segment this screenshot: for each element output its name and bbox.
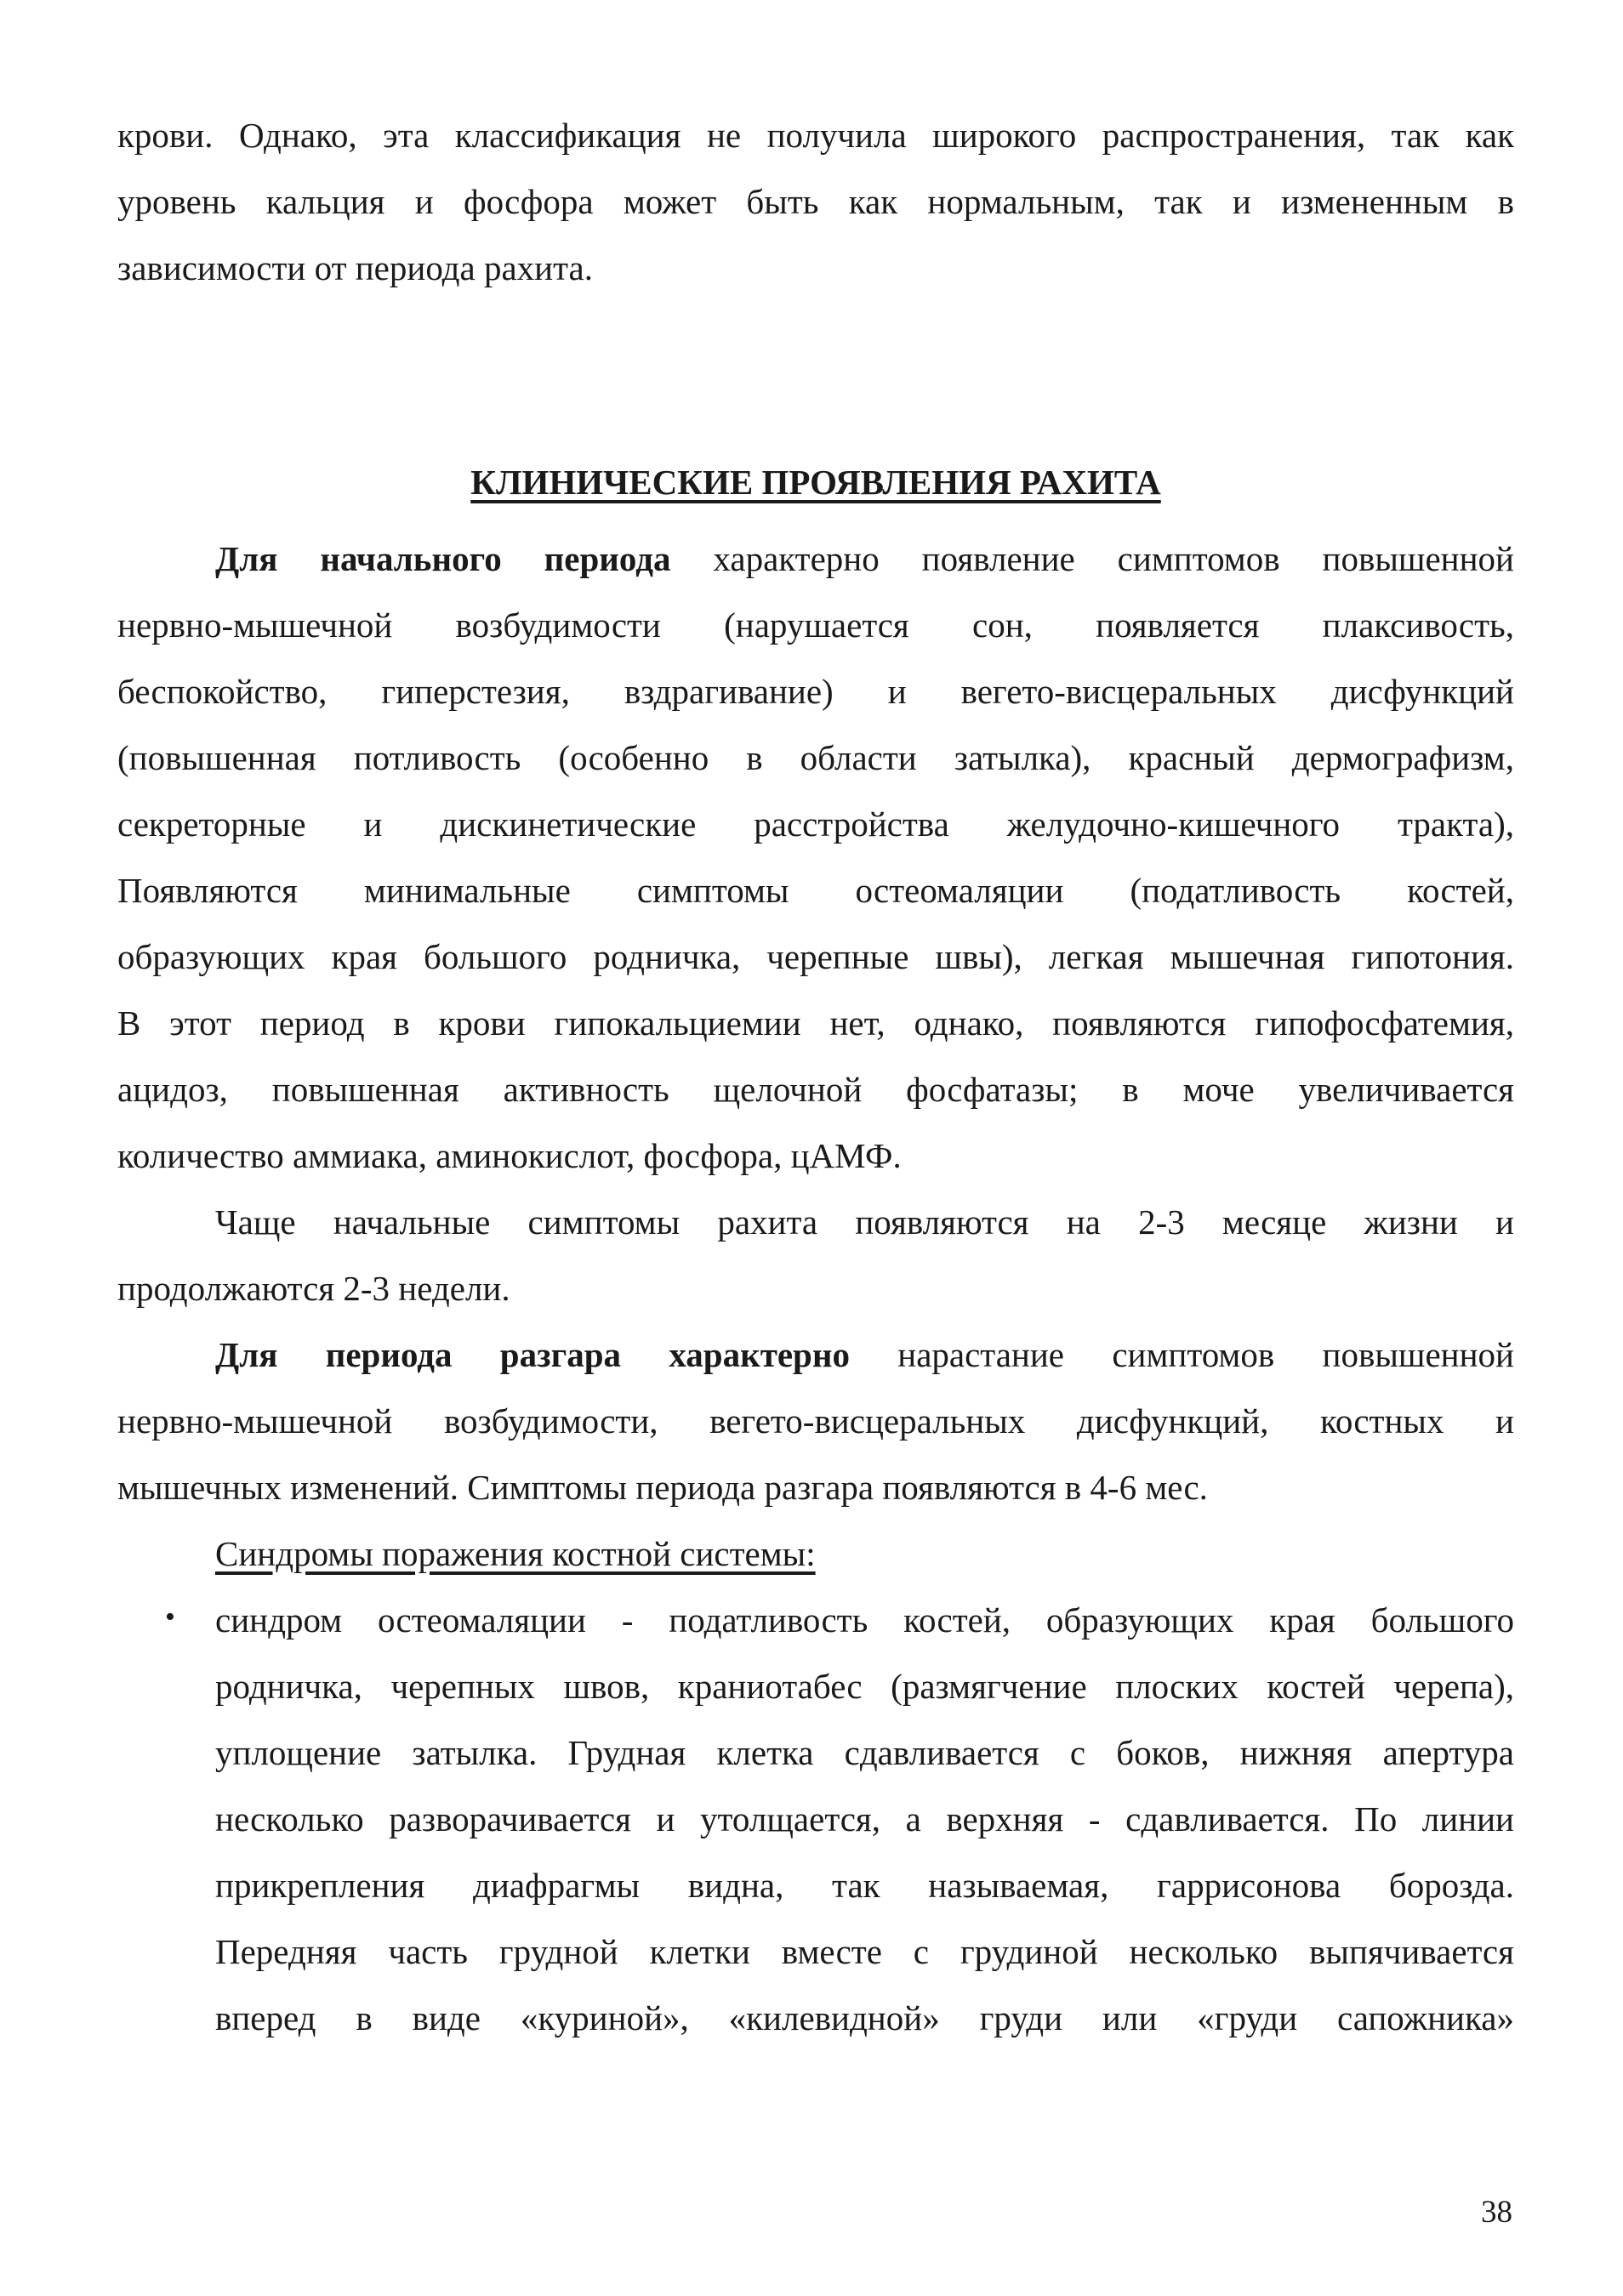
- text-line: уплощение затылка. Грудная клетка сдавливается с боков, нижняя апертура: [215, 1733, 1514, 1772]
- text-line: ацидоз, повышенная активность щелочной фосфатазы; в моче увеличивается: [117, 1070, 1514, 1109]
- text-line: нервно-мышечной возбудимости, вегето-висцеральных дисфункций, костных и: [117, 1401, 1514, 1441]
- page-number: 38: [1481, 2195, 1512, 2230]
- intro-paragraph: [117, 102, 1514, 301]
- paragraph-onset: [117, 1189, 1514, 1321]
- text-line: [117, 1520, 1514, 1587]
- text-line: прикрепления диафрагмы видна, так называемая, гаррисонова борозда.: [215, 1866, 1514, 1905]
- text-line: нервно-мышечной возбудимости (нарушается сон, появляется плаксивость,: [117, 605, 1514, 645]
- text-line: секреторные и дискинетические расстройства желудочно-кишечного тракта),: [117, 804, 1514, 844]
- text-line: Появляются минимальные симптомы остеомаляции (податливость костей,: [117, 871, 1514, 910]
- text-span: характерно появление симптомов повышенной: [670, 539, 1514, 578]
- underlined-subheading: Синдромы поражения костной системы:: [215, 1534, 816, 1573]
- text-line: крови. Однако, эта классификация не получила широкого распространения, так как: [117, 116, 1514, 155]
- text-line: продолжаются 2-3 недели.: [117, 1269, 510, 1308]
- text-line: [117, 1321, 1514, 1388]
- text-line: вперед в виде «куриной», «килевидной» груди или «груди сапожника»: [215, 1998, 1514, 2037]
- bold-lead: Для начального периода: [215, 539, 671, 578]
- paragraph-peak-period: [117, 1321, 1514, 1520]
- text-line: образующих края большого родничка, черепные швы), легкая мышечная гипотония.: [117, 937, 1514, 976]
- text-line: беспокойство, гиперстезия, вздрагивание) и вегето-висцеральных дисфункций: [117, 672, 1514, 711]
- text-line: несколько разворачивается и утолщается, а верхняя - сдавливается. По линии: [215, 1799, 1514, 1839]
- text-line: В этот период в крови гипокальциемии нет, однако, появляются гипофосфатемия,: [117, 1003, 1514, 1043]
- text-line: (повышенная потливость (особенно в области затылка), красный дермографизм,: [117, 738, 1514, 777]
- subheading-bone-syndromes: [117, 1520, 1514, 1587]
- text-line: количество аммиака, аминокислот, фосфора, цАМФ.: [117, 1136, 902, 1175]
- bullet-icon: •: [165, 1601, 175, 1633]
- text-line: зависимости от периода рахита.: [117, 248, 593, 287]
- section-heading: КЛИНИЧЕСКИЕ ПРОЯВЛЕНИЯ РАХИТА: [470, 463, 1161, 502]
- text-span: нарастание симптомов повышенной: [849, 1335, 1514, 1374]
- bullet-list: [117, 1587, 1514, 2051]
- paragraph-initial-period: [117, 526, 1514, 1189]
- text-line: уровень кальция и фосфора может быть как нормальным, так и измененным в: [117, 182, 1514, 221]
- bold-lead: Для периода разгара характерно: [215, 1335, 850, 1374]
- text-line: Передняя часть грудной клетки вместе с грудиной несколько выпячивается: [215, 1932, 1514, 1971]
- text-line: Чаще начальные симптомы рахита появляются на 2-3 месяце жизни и: [215, 1202, 1514, 1242]
- text-line: родничка, черепных швов, краниотабес (размягчение плоских костей черепа),: [215, 1667, 1514, 1706]
- text-line: [117, 526, 1514, 592]
- text-line: мышечных изменений. Симптомы периода разгара появляются в 4-6 мес.: [117, 1468, 1208, 1507]
- text-line: синдром остеомаляции - податливость костей, образующих края большого: [215, 1600, 1514, 1640]
